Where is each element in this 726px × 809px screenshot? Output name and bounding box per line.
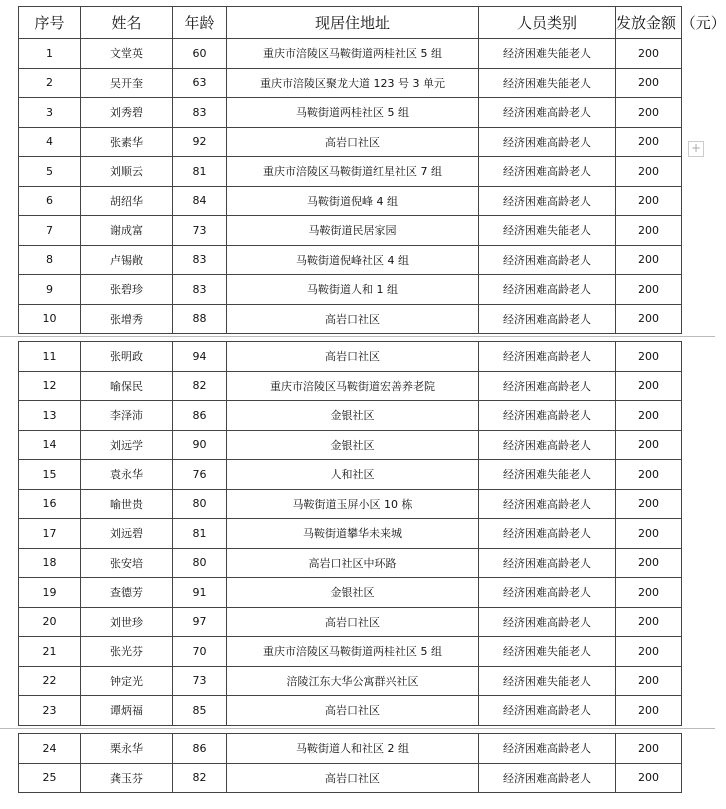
cell-name: 刘顺云 xyxy=(81,157,173,187)
cell-category: 经济困难高龄老人 xyxy=(479,98,616,128)
cell-address: 马鞍街道民居家园 xyxy=(227,216,479,246)
cell-age: 81 xyxy=(173,157,227,187)
cell-serial: 2 xyxy=(19,68,81,98)
cell-name: 喻保民 xyxy=(81,371,173,401)
cell-name: 查德芳 xyxy=(81,578,173,608)
cell-serial: 18 xyxy=(19,548,81,578)
cell-address: 高岩口社区 xyxy=(227,696,479,726)
header-address: 现居住地址 xyxy=(227,7,479,39)
table-row xyxy=(19,489,682,519)
cell-age: 85 xyxy=(173,696,227,726)
cell-amount: 200 xyxy=(616,548,682,578)
cell-age: 83 xyxy=(173,275,227,305)
cell-name: 谢成富 xyxy=(81,216,173,246)
cell-age: 90 xyxy=(173,430,227,460)
cell-category: 经济困难高龄老人 xyxy=(479,548,616,578)
cell-name: 李泽沛 xyxy=(81,401,173,431)
cell-age: 88 xyxy=(173,304,227,334)
cell-category: 经济困难高龄老人 xyxy=(479,519,616,549)
cell-category: 经济困难高龄老人 xyxy=(479,275,616,305)
cell-category: 经济困难高龄老人 xyxy=(479,763,616,793)
page-break-line xyxy=(0,728,715,729)
cell-amount: 200 xyxy=(616,607,682,637)
cell-name: 刘远学 xyxy=(81,430,173,460)
cell-address: 马鞍街道攀华未来城 xyxy=(227,519,479,549)
cell-amount: 200 xyxy=(616,157,682,187)
table-row xyxy=(19,186,682,216)
cell-name: 谭炳福 xyxy=(81,696,173,726)
cell-serial: 8 xyxy=(19,245,81,275)
table-row xyxy=(19,548,682,578)
table-row xyxy=(19,157,682,187)
cell-amount: 200 xyxy=(616,696,682,726)
cell-category: 经济困难失能老人 xyxy=(479,68,616,98)
cell-serial: 7 xyxy=(19,216,81,246)
cell-serial: 5 xyxy=(19,157,81,187)
cell-amount: 200 xyxy=(616,127,682,157)
cell-amount: 200 xyxy=(616,460,682,490)
cell-category: 经济困难高龄老人 xyxy=(479,342,616,372)
cell-address: 高岩口社区 xyxy=(227,763,479,793)
cell-age: 80 xyxy=(173,489,227,519)
cell-name: 卢锡敞 xyxy=(81,245,173,275)
cell-age: 97 xyxy=(173,607,227,637)
table-row xyxy=(19,304,682,334)
cell-address: 涪陵江东大华公寓群兴社区 xyxy=(227,666,479,696)
cell-age: 83 xyxy=(173,98,227,128)
cell-category: 经济困难高龄老人 xyxy=(479,401,616,431)
add-row-button[interactable]: + xyxy=(688,141,704,157)
cell-address: 马鞍街道两桂社区 5 组 xyxy=(227,98,479,128)
header-category: 人员类别 xyxy=(479,7,616,39)
cell-serial: 21 xyxy=(19,637,81,667)
table-row xyxy=(19,763,682,793)
cell-amount: 200 xyxy=(616,430,682,460)
cell-serial: 23 xyxy=(19,696,81,726)
cell-name: 张明政 xyxy=(81,342,173,372)
cell-category: 经济困难高龄老人 xyxy=(479,304,616,334)
table-row xyxy=(19,127,682,157)
cell-name: 刘世珍 xyxy=(81,607,173,637)
cell-name: 张光芬 xyxy=(81,637,173,667)
header-amount: 发放金额 （元） xyxy=(616,7,682,39)
cell-amount: 200 xyxy=(616,304,682,334)
cell-age: 94 xyxy=(173,342,227,372)
cell-amount: 200 xyxy=(616,275,682,305)
cell-name: 钟定光 xyxy=(81,666,173,696)
cell-serial: 16 xyxy=(19,489,81,519)
cell-amount: 200 xyxy=(616,734,682,764)
roster-table-page-2 xyxy=(18,341,682,726)
cell-age: 86 xyxy=(173,401,227,431)
table-row xyxy=(19,460,682,490)
cell-serial: 11 xyxy=(19,342,81,372)
cell-category: 经济困难失能老人 xyxy=(479,460,616,490)
cell-age: 84 xyxy=(173,186,227,216)
cell-serial: 13 xyxy=(19,401,81,431)
cell-age: 86 xyxy=(173,734,227,764)
cell-address: 高岩口社区 xyxy=(227,342,479,372)
cell-age: 76 xyxy=(173,460,227,490)
cell-amount: 200 xyxy=(616,371,682,401)
cell-serial: 22 xyxy=(19,666,81,696)
cell-age: 91 xyxy=(173,578,227,608)
cell-address: 马鞍街道人和社区 2 组 xyxy=(227,734,479,764)
table-row xyxy=(19,245,682,275)
cell-age: 82 xyxy=(173,371,227,401)
cell-serial: 6 xyxy=(19,186,81,216)
table-row xyxy=(19,275,682,305)
cell-category: 经济困难失能老人 xyxy=(479,216,616,246)
cell-serial: 19 xyxy=(19,578,81,608)
table-row xyxy=(19,637,682,667)
cell-name: 袁永华 xyxy=(81,460,173,490)
table-row xyxy=(19,607,682,637)
cell-amount: 200 xyxy=(616,68,682,98)
roster-table-page-3 xyxy=(18,733,682,793)
cell-category: 经济困难失能老人 xyxy=(479,39,616,69)
cell-amount: 200 xyxy=(616,489,682,519)
cell-serial: 20 xyxy=(19,607,81,637)
cell-age: 82 xyxy=(173,763,227,793)
cell-address: 重庆市涪陵区马鞍街道两桂社区 5 组 xyxy=(227,637,479,667)
table-row xyxy=(19,734,682,764)
cell-age: 83 xyxy=(173,245,227,275)
cell-age: 73 xyxy=(173,216,227,246)
cell-address: 金银社区 xyxy=(227,401,479,431)
table-row xyxy=(19,371,682,401)
cell-amount: 200 xyxy=(616,578,682,608)
cell-address: 重庆市涪陵区马鞍街道两桂社区 5 组 xyxy=(227,39,479,69)
cell-age: 81 xyxy=(173,519,227,549)
table-row xyxy=(19,519,682,549)
cell-name: 胡绍华 xyxy=(81,186,173,216)
table-row xyxy=(19,696,682,726)
cell-age: 60 xyxy=(173,39,227,69)
cell-amount: 200 xyxy=(616,39,682,69)
cell-amount: 200 xyxy=(616,98,682,128)
roster-table-page-1 xyxy=(18,6,726,334)
cell-category: 经济困难高龄老人 xyxy=(479,607,616,637)
cell-address: 重庆市涪陵区马鞍街道红星社区 7 组 xyxy=(227,157,479,187)
cell-name: 喻世贵 xyxy=(81,489,173,519)
cell-category: 经济困难高龄老人 xyxy=(479,734,616,764)
cell-address: 高岩口社区 xyxy=(227,127,479,157)
header-name: 姓名 xyxy=(81,7,173,39)
table-row xyxy=(19,68,682,98)
cell-amount: 200 xyxy=(616,186,682,216)
cell-amount: 200 xyxy=(616,763,682,793)
cell-category: 经济困难高龄老人 xyxy=(479,157,616,187)
table-row xyxy=(19,98,682,128)
cell-age: 92 xyxy=(173,127,227,157)
cell-name: 张素华 xyxy=(81,127,173,157)
cell-serial: 15 xyxy=(19,460,81,490)
cell-age: 73 xyxy=(173,666,227,696)
cell-name: 吴开奎 xyxy=(81,68,173,98)
header-age: 年龄 xyxy=(173,7,227,39)
cell-serial: 9 xyxy=(19,275,81,305)
cell-name: 张增秀 xyxy=(81,304,173,334)
page-break-line xyxy=(0,336,715,337)
cell-name: 刘秀碧 xyxy=(81,98,173,128)
table-row xyxy=(19,401,682,431)
table-row xyxy=(19,430,682,460)
table-row xyxy=(19,578,682,608)
cell-amount: 200 xyxy=(616,245,682,275)
cell-address: 马鞍街道玉屏小区 10 栋 xyxy=(227,489,479,519)
cell-serial: 25 xyxy=(19,763,81,793)
cell-amount: 200 xyxy=(616,216,682,246)
cell-serial: 10 xyxy=(19,304,81,334)
header-serial: 序号 xyxy=(19,7,81,39)
cell-serial: 24 xyxy=(19,734,81,764)
cell-address: 高岩口社区 xyxy=(227,304,479,334)
cell-serial: 14 xyxy=(19,430,81,460)
cell-name: 栗永华 xyxy=(81,734,173,764)
cell-category: 经济困难高龄老人 xyxy=(479,245,616,275)
cell-category: 经济困难高龄老人 xyxy=(479,186,616,216)
table-row xyxy=(19,216,682,246)
table-header-row xyxy=(19,7,682,39)
cell-amount: 200 xyxy=(616,401,682,431)
cell-category: 经济困难高龄老人 xyxy=(479,489,616,519)
cell-serial: 12 xyxy=(19,371,81,401)
cell-name: 刘远碧 xyxy=(81,519,173,549)
cell-address: 高岩口社区中环路 xyxy=(227,548,479,578)
cell-name: 张安培 xyxy=(81,548,173,578)
cell-category: 经济困难高龄老人 xyxy=(479,578,616,608)
cell-serial: 3 xyxy=(19,98,81,128)
cell-name: 龚玉芬 xyxy=(81,763,173,793)
cell-category: 经济困难高龄老人 xyxy=(479,430,616,460)
cell-address: 马鞍街道倪峰社区 4 组 xyxy=(227,245,479,275)
cell-category: 经济困难高龄老人 xyxy=(479,127,616,157)
cell-address: 马鞍街道倪峰 4 组 xyxy=(227,186,479,216)
cell-category: 经济困难失能老人 xyxy=(479,637,616,667)
table-row xyxy=(19,39,682,69)
cell-amount: 200 xyxy=(616,519,682,549)
table-row xyxy=(19,666,682,696)
cell-address: 高岩口社区 xyxy=(227,607,479,637)
cell-category: 经济困难高龄老人 xyxy=(479,696,616,726)
cell-category: 经济困难失能老人 xyxy=(479,666,616,696)
cell-serial: 1 xyxy=(19,39,81,69)
cell-address: 人和社区 xyxy=(227,460,479,490)
cell-amount: 200 xyxy=(616,637,682,667)
cell-name: 文堂英 xyxy=(81,39,173,69)
cell-name: 张碧珍 xyxy=(81,275,173,305)
cell-serial: 17 xyxy=(19,519,81,549)
cell-address: 金银社区 xyxy=(227,430,479,460)
cell-amount: 200 xyxy=(616,666,682,696)
table-row xyxy=(19,342,682,372)
cell-category: 经济困难高龄老人 xyxy=(479,371,616,401)
cell-amount: 200 xyxy=(616,342,682,372)
cell-address: 马鞍街道人和 1 组 xyxy=(227,275,479,305)
cell-serial: 4 xyxy=(19,127,81,157)
cell-age: 80 xyxy=(173,548,227,578)
cell-age: 70 xyxy=(173,637,227,667)
cell-address: 重庆市涪陵区聚龙大道 123 号 3 单元 xyxy=(227,68,479,98)
cell-address: 金银社区 xyxy=(227,578,479,608)
cell-age: 63 xyxy=(173,68,227,98)
cell-address: 重庆市涪陵区马鞍街道宏善养老院 xyxy=(227,371,479,401)
